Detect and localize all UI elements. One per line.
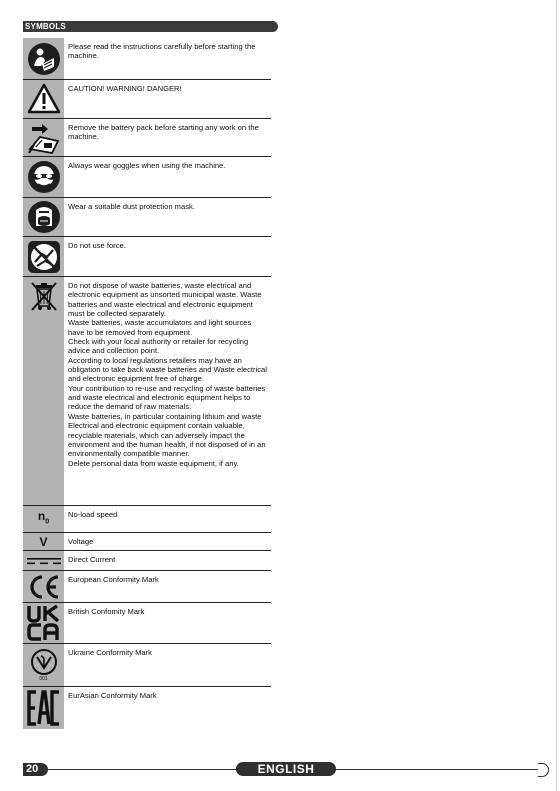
language-label: ENGLISH <box>236 762 336 776</box>
voltage-symbol <box>23 533 64 550</box>
ukraine-mark-icon <box>23 644 64 686</box>
crossed-bin-icon <box>23 277 64 505</box>
symbol-row <box>23 237 271 277</box>
section-header <box>23 21 278 32</box>
symbol-description: Ukraine Conformity Mark <box>68 648 152 657</box>
remove-battery-icon <box>23 119 64 156</box>
no-load-speed-symbol <box>23 506 64 532</box>
symbols-table <box>23 38 271 729</box>
symbol-row <box>23 80 271 119</box>
symbol-row <box>23 157 271 198</box>
symbol-description: Remove the battery pack before starting any work on the machine. <box>68 123 259 142</box>
symbol-description: EurAsian Conformity Mark <box>68 691 157 700</box>
footer-end-cap <box>538 763 549 777</box>
symbol-row <box>23 603 271 644</box>
read-manual-icon <box>23 38 64 79</box>
symbol-row <box>23 687 271 729</box>
symbol-row <box>23 38 271 80</box>
symbol-description: Voltage <box>68 537 94 546</box>
symbol-row <box>23 571 271 603</box>
direct-current-symbol <box>23 551 64 570</box>
symbol-description: Please read the instructions carefully before starting the machine. <box>68 42 256 61</box>
symbol-description: Do not dispose of waste batteries, waste electrical and electronic equipment as unsorted municipal waste. Waste batteries and waste electrical and electronic equipment must be collected separately. Waste batteries, waste accumulators and light sources have to be removed from equipment. Check with your local authority or retailer for recycling advice and collection point. According to local regulations retailers may have an obligation to take back waste batteries and Waste electrical and electronic equipment free of charge. Your contribution to re-use and recycling of waste batteries and waste electrical and electronic equipment helps to reduce the demand of raw materials. Waste batteries, in particular containing lithium and waste Electrical and electronic equipment contain valuable, recyclable materials, which can adversely impact the environment and the human health, if not disposed of in an environmentally compatible manner. Delete personal data from waste equipment, if any. <box>68 281 267 468</box>
section-title: SYMBOLS <box>25 22 66 31</box>
symbol-description: No-load speed <box>68 510 118 519</box>
symbol-row <box>23 119 271 157</box>
page-number: 20 <box>23 763 48 776</box>
eac-mark-icon <box>23 687 64 729</box>
ukraine-mark-code: 001 <box>39 676 48 682</box>
symbol-letter: n <box>37 508 46 523</box>
symbol-letter: V <box>39 534 48 549</box>
symbol-description: Always wear goggles when using the machine. <box>68 161 226 170</box>
ce-mark-icon <box>23 571 64 602</box>
symbol-row <box>23 551 271 571</box>
no-force-icon <box>23 237 64 276</box>
goggles-icon <box>23 157 64 197</box>
symbol-description: Do not use force. <box>68 241 126 250</box>
symbol-row <box>23 644 271 687</box>
symbol-row <box>23 533 271 551</box>
ukca-mark-icon <box>23 603 64 643</box>
symbol-description: CAUTION! WARNING! DANGER! <box>68 84 182 93</box>
warning-triangle-icon <box>23 80 64 118</box>
symbol-description: Direct Current <box>68 555 116 564</box>
symbol-subscript: 0 <box>45 518 50 526</box>
symbol-description: British Confomity Mark <box>68 607 145 616</box>
symbol-description: European Conformity Mark <box>68 575 159 584</box>
symbol-row <box>23 506 271 533</box>
symbol-row <box>23 198 271 237</box>
symbol-row <box>23 277 271 506</box>
symbol-description: Wear a suitable dust protection mask. <box>68 202 195 211</box>
dust-mask-icon <box>23 198 64 236</box>
